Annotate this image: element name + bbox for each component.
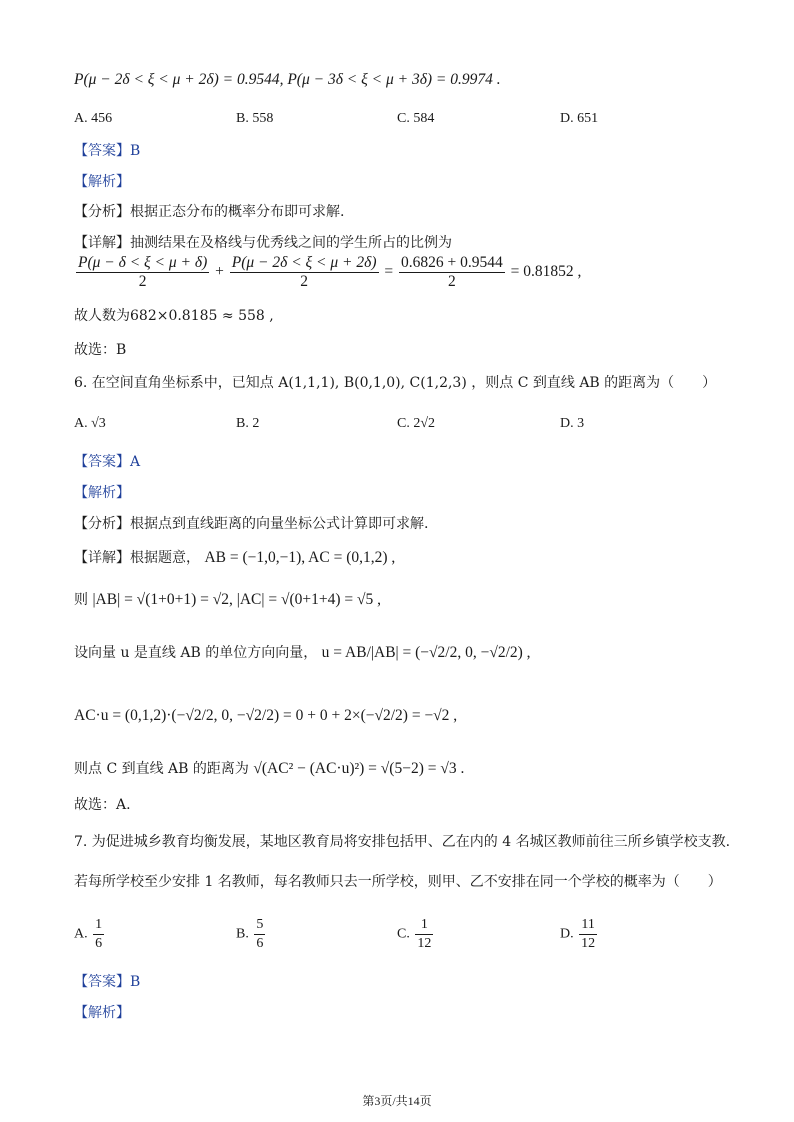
- q6-option-c: C. 2√2: [397, 416, 436, 431]
- option-fraction: [579, 916, 597, 953]
- option-letter: B.: [236, 926, 249, 942]
- option-letter: C.: [397, 926, 410, 942]
- q5-option-b: B. 558: [236, 111, 274, 126]
- q6-choose: 故选：A.: [74, 797, 131, 813]
- q6-distance-math: √(AC² − (AC·u)²) = √(5−2) = √3 .: [253, 760, 465, 777]
- q6-norm-prefix: 则: [74, 592, 88, 608]
- q6-norm-math: |AB| = √(1+0+1) = √2, |AC| = √(0+1+4) = √5 ,: [92, 591, 382, 608]
- fraction-numerator: 11: [579, 916, 597, 935]
- q6-dot-product: AC·u = (0,1,2)·(−√2/2, 0, −√2/2) = 0 + 0 + 2×(−√2/2) = −√2 ,: [74, 707, 458, 724]
- q6-detail-vectors: [74, 548, 395, 568]
- q5-fraction-3: [399, 254, 505, 291]
- q7-option-a: [74, 916, 106, 953]
- q5-option-a: A. 456: [74, 111, 113, 126]
- fraction-numerator: 1: [93, 916, 104, 935]
- fraction-numerator: 0.6826 + 0.9544: [401, 254, 503, 271]
- option-letter: A.: [74, 926, 88, 942]
- q5-fraction-1: [76, 254, 209, 291]
- plus-sign: +: [215, 263, 224, 281]
- q6-question: 6. 在空间直角坐标系中，已知点 A(1,1,1), B(0,1,0), C(1,2,3) ，则点 C 到直线 AB 的距离为（ ）: [74, 375, 717, 391]
- fraction-numerator: P(μ − δ < ξ < μ + δ): [78, 254, 208, 271]
- option-fraction: [415, 916, 433, 953]
- q7-answer: 【答案】B: [74, 974, 141, 990]
- page-footer: 第3页/共14页: [362, 1094, 432, 1108]
- q6-unit-vector: [74, 643, 531, 663]
- q6-analysis: 【分析】根据点到直线距离的向量坐标公式计算即可求解.: [74, 516, 429, 532]
- q5-result: = 0.81852 ,: [510, 263, 582, 281]
- q7-option-b: [236, 916, 267, 953]
- q5-jiexi-label: 【解析】: [74, 174, 130, 190]
- q5-analysis: 【分析】根据正态分布的概率分布即可求解.: [74, 204, 345, 220]
- q7-option-c: [397, 916, 435, 953]
- fraction-numerator: P(μ − 2δ < ξ < μ + 2δ): [231, 254, 377, 271]
- q5-option-d: D. 651: [560, 111, 599, 126]
- q6-unit-math: u = AB/|AB| = (−√2/2, 0, −√2/2) ,: [321, 644, 531, 661]
- q6-option-a: A. √3: [74, 416, 106, 431]
- q7-question-line-2: 若每所学校至少安排 1 名教师，每名教师只去一所学校，则甲、乙不安排在同一个学校的概率为（ ）: [74, 874, 722, 890]
- fraction-denominator: 12: [581, 936, 596, 951]
- q5-fraction-2: [230, 254, 379, 291]
- q7-question-line-1: 7. 为促进城乡教育均衡发展，某地区教育局将安排包括甲、乙在内的 4 名城区教师前往三所乡镇学校支教.: [74, 834, 731, 850]
- q5-fraction-equation: [74, 254, 581, 291]
- q5-given-probabilities: P(μ − 2δ < ξ < μ + 2δ) = 0.9544, P(μ − 3δ < ξ < μ + 3δ) = 0.9974 .: [74, 71, 501, 88]
- q7-option-d: [560, 916, 599, 953]
- q6-option-b: B. 2: [236, 416, 260, 431]
- fraction-denominator: 2: [300, 273, 308, 290]
- q6-norms: [74, 590, 381, 610]
- option-letter: D.: [560, 926, 574, 942]
- fraction-denominator: 2: [448, 273, 456, 290]
- q6-answer: 【答案】A: [74, 454, 141, 470]
- q6-detail-label: 【详解】根据题意，: [74, 550, 200, 566]
- q6-distance-text: 则点 C 到直线 AB 的距离为: [74, 761, 249, 777]
- q5-choose: 故选：B: [74, 342, 127, 358]
- option-fraction: [93, 916, 104, 953]
- q6-unit-text: 设向量 u 是直线 AB 的单位方向向量，: [74, 645, 318, 661]
- option-fraction: [254, 916, 265, 953]
- q6-distance: [74, 759, 464, 779]
- q5-detail-intro: 【详解】抽测结果在及格线与优秀线之间的学生所占的比例为: [74, 235, 452, 251]
- fraction-denominator: 6: [256, 936, 264, 951]
- q6-jiexi-label: 【解析】: [74, 485, 130, 501]
- fraction-numerator: 5: [254, 916, 265, 935]
- q7-jiexi-label: 【解析】: [74, 1005, 130, 1021]
- q5-people-count: 故人数为682×0.8185 ≈ 558 ,: [74, 308, 274, 324]
- fraction-numerator: 1: [415, 916, 433, 935]
- q5-option-c: C. 584: [397, 111, 435, 126]
- q5-answer: 【答案】B: [74, 143, 141, 159]
- fraction-denominator: 12: [417, 936, 432, 951]
- equals-sign: =: [384, 263, 394, 281]
- fraction-denominator: 2: [138, 273, 147, 290]
- q6-vectors-math: AB = (−1,0,−1), AC = (0,1,2) ,: [204, 549, 396, 566]
- q6-option-d: D. 3: [560, 416, 585, 431]
- fraction-denominator: 6: [95, 936, 103, 951]
